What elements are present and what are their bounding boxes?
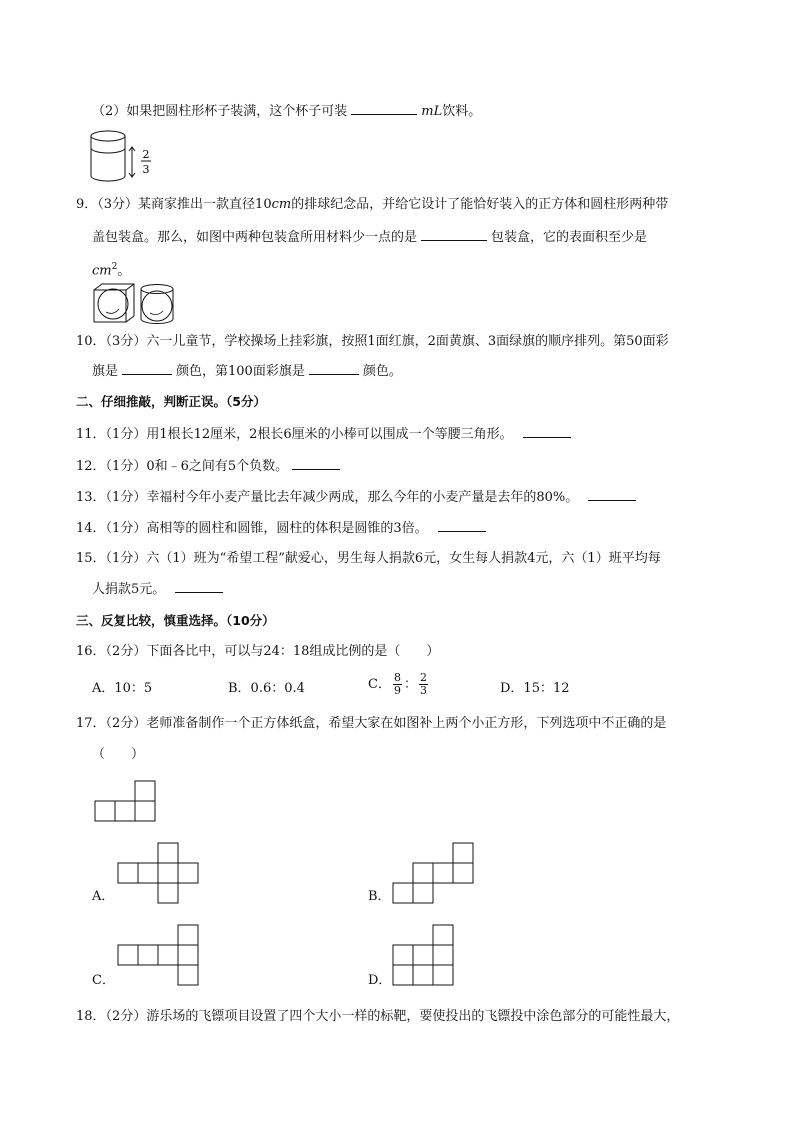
cylinder-cup-figure <box>88 128 158 184</box>
answer-blank[interactable] <box>292 457 340 470</box>
answer-blank[interactable] <box>175 580 223 593</box>
q17-option-b[interactable]: B． <box>368 889 391 904</box>
answer-blank[interactable] <box>309 362 359 375</box>
q17-option-d[interactable]: D． <box>368 973 392 988</box>
q8-part2-text: （2）如果把圆柱形杯子装满，这个杯子可装 mL饮料。 <box>92 104 482 119</box>
q17-line2: （ ） <box>92 747 145 762</box>
q17-option-c[interactable]: C． <box>92 973 115 988</box>
q17-net-figure <box>94 780 158 822</box>
q14: 14．（1分）高相等的圆柱和圆锥，圆柱的体积是圆锥的3倍。 <box>76 519 490 538</box>
answer-blank[interactable] <box>523 425 571 438</box>
q13: 13．（1分）幸福村今年小麦产量比去年减少两成，那么今年的小麦产量是去年的80%。 <box>76 488 640 507</box>
q16-option-b[interactable]: B．0.6：0.4 <box>228 681 305 696</box>
packaging-boxes-figure <box>92 282 188 326</box>
fraction-numerator: 2 <box>142 148 150 161</box>
answer-blank[interactable] <box>122 362 172 375</box>
q16-stem: 16．（2分）下面各比中，可以与24：18组成比例的是（ ） <box>76 644 440 659</box>
q9-line1: 9．（3分）某商家推出一款直径10cm的排球纪念品，并给它设计了能恰好装入的正方体和圆柱形两种带 <box>76 197 669 212</box>
section-2-heading: 二、仔细推敲，判断正误。（5分） <box>76 394 266 409</box>
q18-line1: 18．（2分）游乐场的飞镖项目设置了四个大小一样的标靶，要使投出的飞镖投中涂色部分的可能性最大， <box>76 1009 680 1024</box>
q12: 12．（1分）0和﹣6之间有5个负数。 <box>76 457 344 476</box>
answer-blank[interactable] <box>421 228 487 241</box>
q11: 11．（1分）用1根长12厘米，2根长6厘米的小棒可以围成一个等腰三角形。 <box>76 425 575 444</box>
q15-line1: 15．（1分）六（1）班为“希望工程”献爱心，男生每人捐款6元，女生每人捐款4元，六（1）班平均每 <box>76 551 661 566</box>
q15-line2: 人捐款5元。 <box>92 580 227 599</box>
q9-line3: $cm^2$。 <box>92 262 131 279</box>
answer-blank[interactable] <box>588 488 636 501</box>
q17-line1: 17．（2分）老师准备制作一个正方体纸盒，希望大家在如图补上两个小正方形，下列选项中不正确的是 <box>76 716 667 731</box>
fraction-denominator: 3 <box>142 163 150 176</box>
q16-option-c[interactable]: C． $\frac{8}{9}$ ： $\frac{2}{3}$ <box>368 671 427 697</box>
q9-line2: 盖包装盒。那么，如图中两种包装盒所用材料少一点的是 包装盒，它的表面积至少是 <box>92 230 648 245</box>
q10-line1: 10．（3分）六一儿童节，学校操场上挂彩旗，按照1面红旗，2面黄旗、3面绿旗的顺序排列。第50面彩 <box>76 334 669 349</box>
section-3-heading: 三、反复比较，慎重选择。（10分） <box>76 613 275 628</box>
q17-option-a-net[interactable] <box>117 842 201 904</box>
q16-option-a[interactable]: A．10：5 <box>92 681 153 696</box>
q17-option-b-net[interactable] <box>392 842 476 904</box>
q16-option-d[interactable]: D．15：12 <box>500 681 570 696</box>
answer-blank[interactable] <box>438 519 486 532</box>
answer-blank[interactable] <box>351 102 417 115</box>
q10-line2: 旗是 颜色，第100面彩旗是 颜色。 <box>92 364 402 379</box>
q17-option-d-net[interactable] <box>392 924 456 986</box>
q17-option-c-net[interactable] <box>117 924 201 986</box>
q17-option-a[interactable]: A． <box>92 889 115 904</box>
